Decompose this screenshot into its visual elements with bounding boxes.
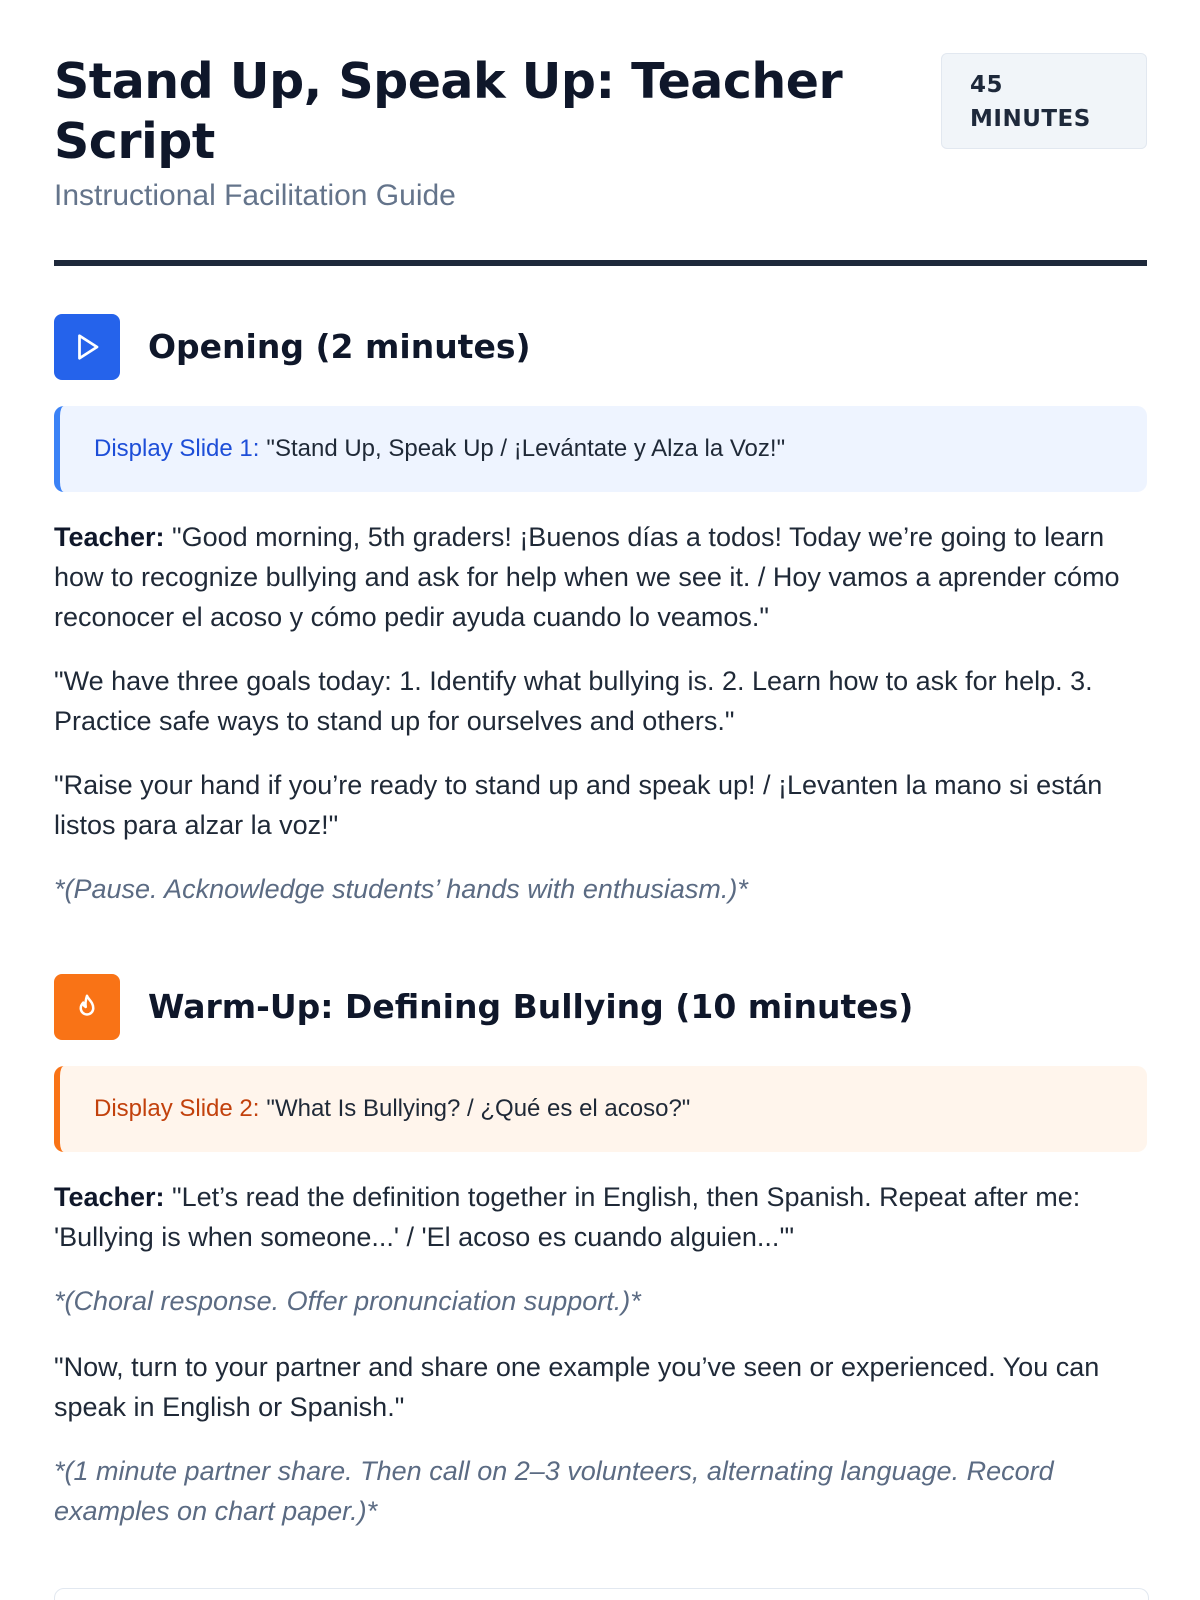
stage-direction: *(Pause. Acknowledge students’ hands with enthusiasm.)*: [54, 874, 748, 904]
teacher-label: Teacher:: [54, 1182, 165, 1212]
teacher-label: Teacher:: [54, 522, 165, 552]
duration-unit: MINUTES: [970, 106, 1091, 132]
slide-text: "What Is Bullying? / ¿Qué es el acoso?": [266, 1095, 691, 1122]
script-paragraph: "Raise your hand if you’re ready to stand up and speak up! / ¡Levanten la mano si están listos para alzar la voz!": [54, 770, 1103, 840]
slide-label: Display Slide 2:: [94, 1095, 260, 1122]
header-divider: [54, 260, 1147, 266]
play-icon: [54, 314, 120, 380]
script-paragraph: "We have three goals today: 1. Identify what bullying is. 2. Learn how to ask for help. 3. Practice safe ways to stand up for ourselves and others.": [54, 666, 1093, 736]
teacher-text: "Good morning, 5th graders! ¡Buenos días a todos! Today we’re going to learn how to recognize bullying and ask for help when we see it. / Hoy vamos a aprender cómo reconocer el acoso y cómo pedir ayuda cuando lo veamos.": [54, 522, 1120, 632]
section-title: Warm-Up: Defining Bullying (10 minutes): [148, 987, 914, 1026]
stage-direction: *(1 minute partner share. Then call on 2–3 volunteers, alternating language. Record examples on chart paper.)*: [54, 1456, 1054, 1526]
duration-value: 45: [970, 72, 1004, 98]
section-title: Opening (2 minutes): [148, 327, 531, 366]
flame-icon: [54, 974, 120, 1040]
next-section-card: [54, 1588, 1149, 1600]
stage-direction: *(Choral response. Offer pronunciation support.)*: [54, 1286, 641, 1316]
slide-callout: [54, 1066, 1147, 1152]
slide-text: "Stand Up, Speak Up / ¡Levántate y Alza la Voz!": [266, 435, 786, 462]
slide-callout: [54, 406, 1147, 492]
section-warmup-header: [54, 974, 1147, 1042]
duration-badge: [941, 53, 1147, 149]
teacher-text: "Let’s read the definition together in English, then Spanish. Repeat after me: 'Bullying is when someone...' / 'El acoso es cuando alguien...'": [54, 1182, 1081, 1252]
section-opening-header: [54, 314, 1147, 382]
page-header: [54, 48, 1147, 268]
teacher-line: [54, 517, 1147, 637]
page-subtitle: Instructional Facilitation Guide: [54, 179, 456, 212]
page-title: Stand Up, Speak Up: Teacher Script: [54, 53, 843, 170]
teacher-line: [54, 1177, 1147, 1257]
script-paragraph: "Now, turn to your partner and share one example you’ve seen or experienced. You can speak in English or Spanish.": [54, 1352, 1100, 1422]
slide-label: Display Slide 1:: [94, 435, 260, 462]
